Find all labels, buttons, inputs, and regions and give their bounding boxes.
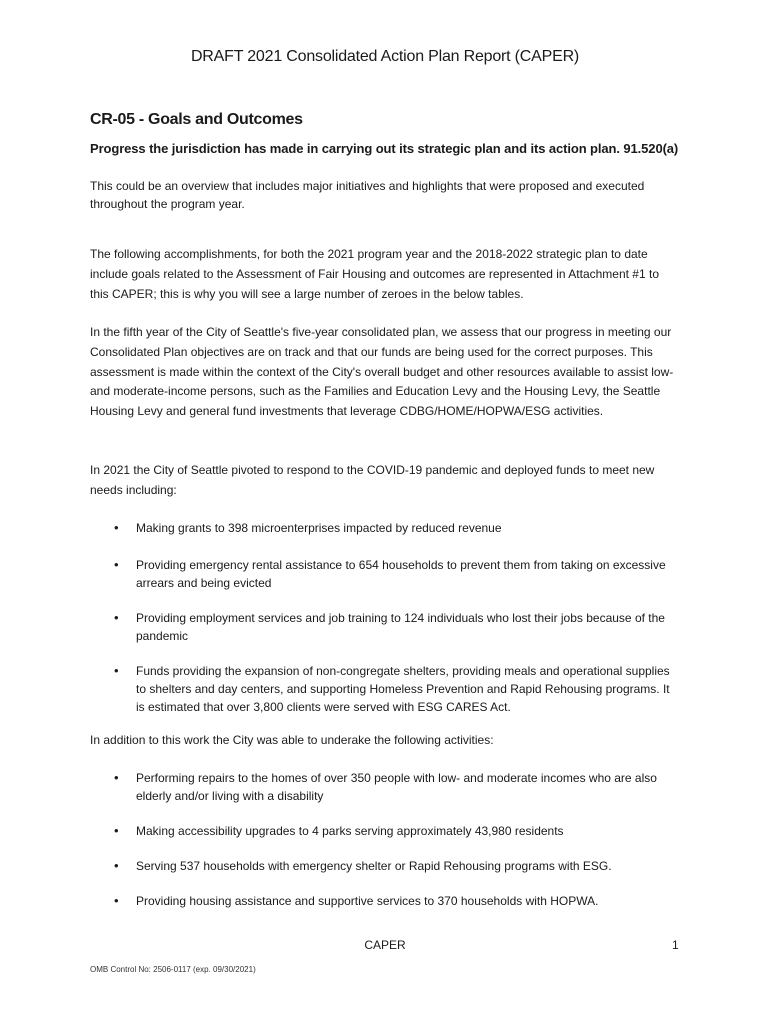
paragraph-covid: In 2021 the City of Seattle pivoted to respond to the COVID-19 pandemic and deployed funds to meet new needs including: (90, 463, 655, 497)
section-prompt: Progress the jurisdiction has made in carrying out its strategic plan and its action plan. 91.520(a) (90, 141, 679, 156)
activity-bullet-list (90, 769, 680, 910)
list-item: • Providing housing assistance and supportive services to 370 households with HOPWA. (90, 892, 680, 910)
list-item: • Funds providing the expansion of non-congregate shelters, providing meals and operational supplies to shelters and day centers, and supporting Homeless Prevention and Rapid Rehousing programs. It is estimated that over 3,800 clients were served with ESG CARES Act. (90, 662, 680, 716)
paragraph-assessment: In the fifth year of the City of Seattle's five-year consolidated plan, we assess that our progress in meeting our Consolidated Plan objectives are on track and that our funds are being used for the correct purposes. This assessment is made within the context of the City's overall budget and other resources available to assist low- and moderate-income persons, such as the Families and Education Levy and the Housing Levy, the Seattle Housing Levy and general fund investments that leverage CDBG/HOME/HOPWA/ESG activities. (90, 325, 674, 419)
document-title: DRAFT 2021 Consolidated Action Plan Report (CAPER) (190, 48, 580, 65)
section-heading: CR-05 - Goals and Outcomes (90, 111, 303, 128)
list-item: • Serving 537 households with emergency shelter or Rapid Rehousing programs with ESG. (90, 857, 680, 875)
covid-bullet-list (90, 519, 680, 716)
list-item: • Providing employment services and job training to 124 individuals who lost their jobs because of the pandemic (90, 609, 680, 645)
list-item: • Making accessibility upgrades to 4 parks serving approximately 43,980 residents (90, 822, 680, 840)
list-item: • Providing emergency rental assistance to 654 households to prevent them from taking on excessive arrears and being evicted (90, 556, 680, 592)
list-item: • Performing repairs to the homes of over 350 people with low- and moderate incomes who are also elderly and/or living with a disability (90, 769, 680, 805)
paragraph-accomplishments: The following accomplishments, for both the 2021 program year and the 2018-2022 strategic plan to date include goals related to the Assessment of Fair Housing and outcomes are represented in Attachment #1 to this CAPER; this is why you will see a large number of zeroes in the below tables. (90, 247, 659, 301)
list-item: • Making grants to 398 microenterprises impacted by reduced revenue (90, 519, 680, 537)
omb-control-number: OMB Control No: 2506-0117 (exp. 09/30/2021) (90, 965, 256, 974)
paragraph-activities: In addition to this work the City was able to underake the following activities: (90, 733, 494, 747)
footer-label: CAPER (364, 938, 406, 952)
page-number: 1 (672, 938, 679, 952)
section-intro: This could be an overview that includes major initiatives and highlights that were proposed and executed throughout the program year. (90, 179, 645, 211)
